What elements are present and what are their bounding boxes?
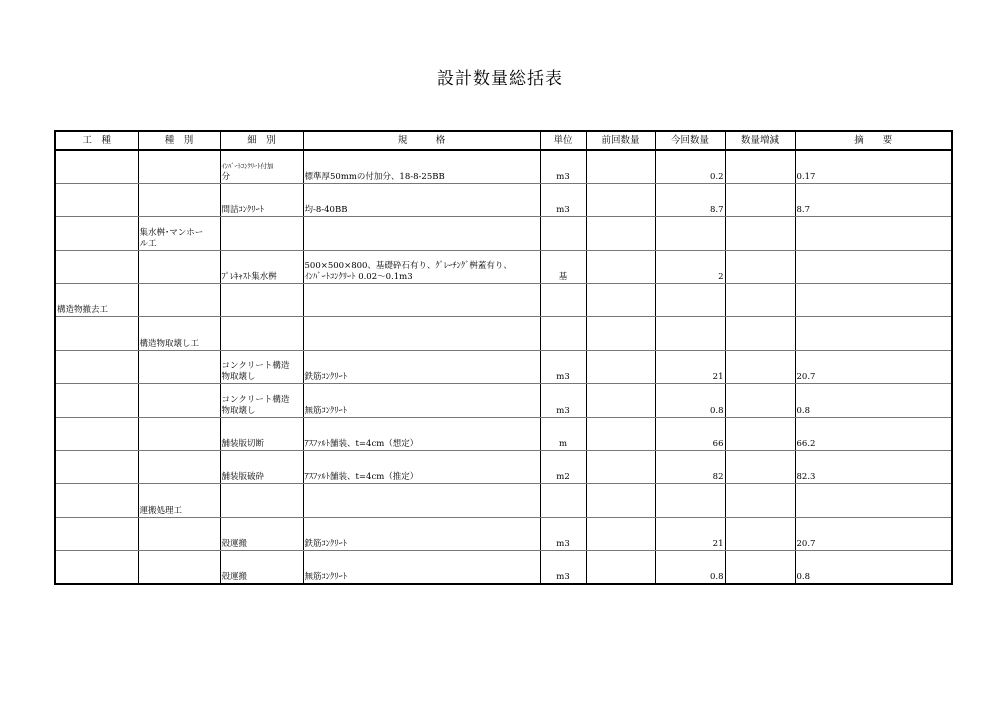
cell-kikaku-line-2: 無筋ｺﾝｸﾘｰﾄ	[304, 405, 348, 416]
cell-kousyu	[55, 350, 138, 383]
cell-kousyu	[55, 217, 138, 250]
cell-kikaku-line-2: ｲﾝﾊﾞｰﾄｺﾝｸﾘｰﾄ 0.02～0.1m3	[304, 272, 413, 283]
table-row	[55, 484, 952, 517]
cell-shubetsu	[138, 317, 220, 350]
cell-konkai	[655, 317, 725, 350]
cell-tani-line-1: m3	[556, 171, 570, 182]
cell-kousyu	[55, 384, 138, 417]
cell-saibetsu-line-1: コンクリート構造	[221, 394, 290, 405]
cell-saibetsu	[220, 517, 303, 550]
cell-saibetsu	[220, 451, 303, 484]
cell-tekiyou-line-1: 8.7	[796, 205, 811, 216]
cell-konkai-line-1: 66	[712, 439, 724, 450]
cell-konkai-line-1: 82	[712, 472, 724, 483]
cell-kikaku	[303, 551, 540, 584]
cell-konkai	[655, 551, 725, 584]
col-header-tani: 単位	[540, 131, 586, 150]
cell-kikaku-line-2: 均-8-40BB	[304, 205, 348, 216]
cell-tani	[540, 284, 586, 317]
cell-zougen	[725, 317, 795, 350]
cell-shubetsu-line-1: 集水桝･マンホー	[139, 227, 204, 238]
cell-zougen	[725, 350, 795, 383]
cell-tekiyou	[795, 250, 952, 283]
cell-shubetsu	[138, 417, 220, 450]
table-row	[55, 217, 952, 250]
cell-tani-line-1: m3	[556, 405, 570, 416]
cell-zenkai	[586, 451, 655, 484]
cell-zenkai	[586, 183, 655, 216]
document-title: 設計数量総括表	[437, 69, 563, 89]
cell-zougen	[725, 183, 795, 216]
cell-shubetsu	[138, 451, 220, 484]
cell-saibetsu	[220, 350, 303, 383]
cell-tani	[540, 484, 586, 517]
cell-saibetsu-line-2: 物取壊し	[221, 405, 256, 416]
cell-kousyu	[55, 183, 138, 216]
cell-konkai-line-1: 21	[712, 539, 724, 550]
cell-kousyu	[55, 417, 138, 450]
table-row	[55, 551, 952, 584]
cell-saibetsu-line-2: 殻運搬	[221, 572, 248, 583]
cell-tekiyou-line-1: 0.17	[796, 171, 816, 182]
cell-kikaku-line-2: 鉄筋ｺﾝｸﾘｰﾄ	[304, 539, 348, 550]
cell-tekiyou-line-1: 66.2	[796, 439, 816, 450]
cell-tani	[540, 217, 586, 250]
cell-konkai	[655, 150, 725, 183]
cell-tekiyou	[795, 417, 952, 450]
col-header-zougen: 数量増減	[725, 131, 795, 150]
cell-saibetsu-line-1: ｲﾝﾊﾞｰﾄｺﾝｸﾘｰﾄ付加	[221, 161, 274, 170]
cell-shubetsu	[138, 384, 220, 417]
cell-saibetsu	[220, 317, 303, 350]
cell-kikaku-line-2: ｱｽﾌｧﾙﾄ舗装、t=4cm（想定）	[304, 439, 419, 450]
cell-konkai	[655, 350, 725, 383]
cell-konkai	[655, 417, 725, 450]
cell-saibetsu	[220, 384, 303, 417]
cell-konkai	[655, 384, 725, 417]
cell-tekiyou-line-1: 20.7	[796, 372, 816, 383]
cell-kousyu	[55, 451, 138, 484]
cell-saibetsu-line-2: 舗装版破砕	[221, 472, 265, 483]
cell-shubetsu	[138, 150, 220, 183]
cell-shubetsu-line-1: 運搬処理工	[139, 505, 183, 516]
cell-tekiyou	[795, 150, 952, 183]
table-row	[55, 317, 952, 350]
cell-tani-line-1: m3	[556, 372, 570, 383]
cell-tani-line-1: 基	[558, 272, 568, 283]
col-header-kousyu: 工 種	[55, 131, 138, 150]
cell-shubetsu	[138, 250, 220, 283]
cell-shubetsu	[138, 517, 220, 550]
cell-zougen	[725, 517, 795, 550]
cell-kousyu	[55, 517, 138, 550]
cell-saibetsu	[220, 183, 303, 216]
cell-tani-line-1: m3	[556, 205, 570, 216]
cell-tekiyou	[795, 384, 952, 417]
cell-tekiyou	[795, 551, 952, 584]
cell-saibetsu	[220, 284, 303, 317]
cell-tani	[540, 150, 586, 183]
cell-konkai	[655, 284, 725, 317]
cell-kikaku-line-2: ｱｽﾌｧﾙﾄ舗装、t=4cm（推定）	[304, 472, 419, 483]
table-row	[55, 150, 952, 183]
cell-tekiyou	[795, 317, 952, 350]
cell-kousyu	[55, 150, 138, 183]
cell-zenkai	[586, 384, 655, 417]
cell-kikaku	[303, 183, 540, 216]
cell-zenkai	[586, 284, 655, 317]
cell-kikaku	[303, 250, 540, 283]
header-row	[55, 131, 952, 150]
cell-kikaku	[303, 350, 540, 383]
cell-zougen	[725, 551, 795, 584]
cell-tekiyou-line-1: 0.8	[796, 405, 811, 416]
table-row	[55, 183, 952, 216]
cell-konkai-line-1: 0.8	[709, 572, 724, 583]
cell-shubetsu	[138, 350, 220, 383]
cell-kikaku	[303, 417, 540, 450]
cell-shubetsu	[138, 183, 220, 216]
cell-shubetsu	[138, 284, 220, 317]
cell-zenkai	[586, 350, 655, 383]
cell-shubetsu	[138, 217, 220, 250]
cell-konkai	[655, 183, 725, 216]
cell-kikaku	[303, 317, 540, 350]
cell-kousyu	[55, 284, 138, 317]
cell-saibetsu	[220, 484, 303, 517]
cell-konkai	[655, 250, 725, 283]
cell-kikaku	[303, 217, 540, 250]
cell-tekiyou-line-1: 20.7	[796, 539, 816, 550]
cell-konkai-line-1: 21	[712, 372, 724, 383]
cell-zougen	[725, 451, 795, 484]
table-row	[55, 417, 952, 450]
cell-kikaku	[303, 517, 540, 550]
table-row	[55, 250, 952, 283]
col-header-saibetsu: 細 別	[220, 131, 303, 150]
cell-tekiyou	[795, 217, 952, 250]
cell-kikaku-line-1: 500×500×800、基礎砕石有り、ｸﾞﾚｰﾁﾝｸﾞ桝蓋有り、	[304, 261, 512, 272]
cell-saibetsu	[220, 150, 303, 183]
cell-zenkai	[586, 217, 655, 250]
cell-konkai	[655, 217, 725, 250]
cell-tani	[540, 317, 586, 350]
cell-zougen	[725, 217, 795, 250]
table-row	[55, 384, 952, 417]
cell-saibetsu	[220, 417, 303, 450]
cell-zenkai	[586, 317, 655, 350]
cell-konkai-line-1: 8.7	[709, 205, 724, 216]
cell-konkai	[655, 451, 725, 484]
cell-shubetsu-line-2: ル工	[139, 238, 157, 249]
cell-kikaku	[303, 451, 540, 484]
cell-kikaku	[303, 484, 540, 517]
col-header-kikaku: 規 格	[303, 131, 540, 150]
cell-zougen	[725, 384, 795, 417]
col-header-zenkai: 前回数量	[586, 131, 655, 150]
cell-kousyu	[55, 484, 138, 517]
cell-tani-line-1: m3	[556, 572, 570, 583]
cell-zenkai	[586, 484, 655, 517]
cell-saibetsu	[220, 250, 303, 283]
cell-zenkai	[586, 551, 655, 584]
cell-saibetsu-line-2: 殻運搬	[221, 539, 248, 550]
cell-konkai-line-1: 0.8	[709, 405, 724, 416]
cell-saibetsu	[220, 217, 303, 250]
cell-saibetsu-line-2: ﾌﾟﾚｷｬｽﾄ集水桝	[221, 272, 277, 283]
col-header-shubetsu: 種 別	[138, 131, 220, 150]
cell-tekiyou	[795, 284, 952, 317]
cell-shubetsu-line-1: 構造物取壊し工	[139, 338, 200, 349]
cell-tani-line-1: m	[558, 439, 568, 450]
cell-konkai	[655, 517, 725, 550]
cell-saibetsu-line-2: 間詰ｺﾝｸﾘｰﾄ	[221, 205, 265, 216]
cell-tekiyou	[795, 350, 952, 383]
cell-kikaku-line-2: 鉄筋ｺﾝｸﾘｰﾄ	[304, 372, 348, 383]
cell-tani	[540, 384, 586, 417]
cell-kousyu	[55, 317, 138, 350]
cell-shubetsu	[138, 551, 220, 584]
cell-zougen	[725, 484, 795, 517]
cell-zenkai	[586, 150, 655, 183]
cell-kikaku-line-2: 無筋ｺﾝｸﾘｰﾄ	[304, 572, 348, 583]
cell-konkai	[655, 484, 725, 517]
cell-saibetsu-line-2: 物取壊し	[221, 372, 256, 383]
cell-zenkai	[586, 417, 655, 450]
cell-tekiyou	[795, 183, 952, 216]
cell-tekiyou-line-1: 82.3	[796, 472, 816, 483]
cell-saibetsu-line-2: 舗装版切断	[221, 439, 265, 450]
cell-saibetsu-line-2: 分	[221, 171, 231, 182]
cell-saibetsu	[220, 551, 303, 584]
cell-tekiyou	[795, 451, 952, 484]
cell-zenkai	[586, 517, 655, 550]
cell-tekiyou	[795, 484, 952, 517]
cell-kousyu	[55, 250, 138, 283]
cell-tekiyou-line-1: 0.8	[796, 572, 811, 583]
cell-tani	[540, 417, 586, 450]
cell-tani	[540, 451, 586, 484]
cell-kikaku	[303, 284, 540, 317]
cell-kikaku	[303, 150, 540, 183]
cell-zougen	[725, 250, 795, 283]
cell-kousyu-line-1: 構造物撤去工	[57, 305, 109, 316]
cell-tekiyou	[795, 517, 952, 550]
cell-kikaku-line-2: 標準厚50mmの付加分、18-8-25BB	[304, 171, 445, 182]
col-header-tekiyou: 摘 要	[795, 131, 952, 150]
cell-shubetsu	[138, 484, 220, 517]
cell-zougen	[725, 417, 795, 450]
cell-tani-line-1: m2	[556, 472, 570, 483]
cell-tani	[540, 250, 586, 283]
cell-tani	[540, 183, 586, 216]
cell-konkai-line-1: 2	[718, 272, 724, 283]
cell-zenkai	[586, 250, 655, 283]
cell-tani	[540, 517, 586, 550]
cell-zougen	[725, 284, 795, 317]
col-header-konkai: 今回数量	[655, 131, 725, 150]
cell-zougen	[725, 150, 795, 183]
cell-tani	[540, 551, 586, 584]
table-row	[55, 451, 952, 484]
quantity-summary-table	[54, 130, 953, 585]
cell-kikaku	[303, 384, 540, 417]
table-row	[55, 284, 952, 317]
cell-kousyu	[55, 551, 138, 584]
table-row	[55, 517, 952, 550]
cell-saibetsu-line-1: コンクリート構造	[221, 361, 290, 372]
cell-tani	[540, 350, 586, 383]
table-row	[55, 350, 952, 383]
cell-tani-line-1: m3	[556, 539, 570, 550]
cell-konkai-line-1: 0.2	[709, 171, 724, 182]
